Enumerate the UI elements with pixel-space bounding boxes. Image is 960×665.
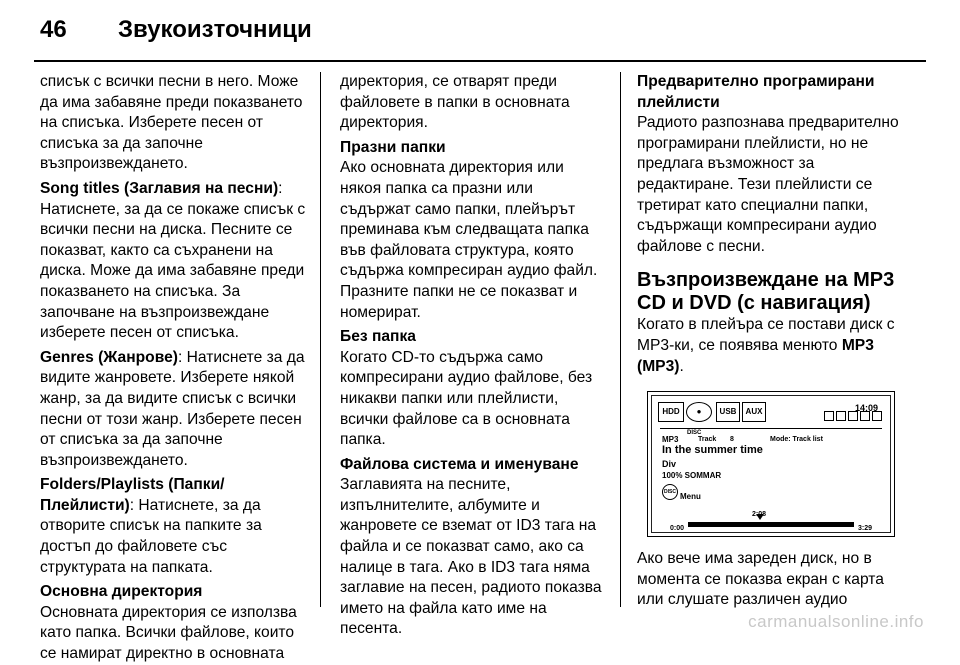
term-text: : Натиснете, за да се покаже списък с всички песни на диска. Песните се показват, както са съхранени на диска. Може да има забавяне преди показването на списъка. За започване на възпроизвеждане изберете песен от списъка.	[40, 179, 306, 342]
paragraph: Основната директория се използва като папка. Всички файлове, които се намират директно в основната	[40, 603, 297, 663]
term-label: Folders/Playlists (Папки/ Плейлисти)	[40, 476, 225, 514]
header-rule	[34, 60, 926, 62]
disc-label: DISC	[687, 430, 702, 437]
term-text: : Натиснете за да видите жанровете. Изберете някой жанр, за да видите списък с всички песни от този жанр. Изберете песен от списъка за да започне възпроизвеждането.	[40, 348, 305, 469]
clock: 14:09	[854, 403, 878, 414]
watermark: carmanualsonline.info	[748, 612, 924, 631]
mp3-screen	[647, 391, 895, 537]
status-icon	[872, 411, 882, 421]
page-number: 46	[40, 16, 67, 43]
section-heading: Основна директория	[40, 583, 203, 601]
paragraph: Радиото разпознава предварително програмирани плейлисти, но не предлага възможност за редактиране. Тези плейлисти се третират като специални папки, съдържащи компресирани аудио файлове с песни.	[637, 114, 899, 255]
mp3-screen-figure	[637, 391, 897, 541]
text-run: .	[679, 357, 684, 375]
term-label: Song titles (Заглавия на песни)	[40, 179, 279, 197]
artist: Div	[662, 459, 677, 470]
track-label: Track	[698, 436, 717, 444]
status-icons	[824, 411, 882, 421]
paragraph: списък с всички песни в него. Може да има забавяне преди показването на списъка. Изберете песен от списъка за да започне възпроизвеждането.	[40, 73, 303, 173]
column-1	[40, 72, 306, 665]
status-icon	[836, 411, 846, 421]
track-number: 8	[730, 436, 734, 444]
progress-bar	[688, 522, 854, 527]
menu-name: MP3 (MP3)	[637, 336, 874, 375]
page-header	[0, 0, 960, 62]
aux-button: AUX	[742, 402, 766, 422]
paragraph-folders	[40, 475, 306, 578]
paragraph-mp3-intro	[637, 315, 907, 377]
page-title: Звукоизточници	[118, 16, 312, 43]
time-end: 3:29	[857, 525, 872, 533]
paragraph-song-titles	[40, 179, 306, 344]
column-divider-1	[320, 72, 321, 607]
text-run: Когато в плейъра се постави диск с MP3-ки, се появява менюто	[637, 316, 895, 354]
paragraph: Когато CD-то съдържа само компресирани аудио файлове, без никакви папки или плейлисти, всички файлове са в основната папка.	[340, 348, 593, 449]
section-heading: Празни папки	[340, 138, 446, 156]
paragraph: директория, се отварят преди файловете в папки в основната директория.	[340, 73, 570, 132]
term-label: Genres (Жанрове)	[40, 348, 178, 366]
status-icon	[824, 411, 834, 421]
usb-button: USB	[716, 402, 740, 422]
section-heading: Файлова система и именуване	[340, 455, 579, 473]
term-text: : Натиснете, за да отворите списък на папките за достъп до файловете със структурата на папката.	[40, 496, 262, 576]
source-label: MP3	[662, 435, 679, 445]
album: 100% SOMMAR	[662, 471, 722, 481]
disc-menu-icon: DISC	[662, 484, 678, 500]
paragraph-genres	[40, 348, 306, 472]
menu-label: Menu	[680, 492, 701, 502]
status-icon	[860, 411, 870, 421]
paragraph: Ако основната директория или някоя папка са празни или съдържат само папки, плейърът преминава към следващата папка във файловата структура, която съдържа компресиран аудио файл. Празните папки не се показват и номерират.	[340, 159, 598, 321]
song-title: In the summer time	[662, 444, 763, 457]
column-divider-2	[620, 72, 621, 607]
mode-label: Mode: Track list	[770, 436, 823, 444]
time-current: 2:08	[752, 511, 767, 519]
progress-marker	[756, 514, 764, 520]
paragraph: Заглавията на песните, изпълнителите, албумите и жанровете се вземат от ID3 тага на файла и се показват само, ако са налице в тага. Ако в ID3 тага няма заглавие на песен, радиото показва името на файла като име на песента.	[340, 476, 602, 638]
hdd-button: HDD	[658, 402, 684, 422]
disc-icon: ●	[686, 402, 712, 422]
section-heading: Предварително програмирани плейлисти	[637, 73, 875, 111]
column-3	[637, 72, 907, 611]
status-icon	[848, 411, 858, 421]
column-2	[340, 72, 606, 640]
section-heading: Без папка	[340, 328, 416, 346]
paragraph: Ако вече има зареден диск, но в момента се показва екран с карта или слушате различен аудио	[637, 550, 884, 609]
chapter-heading: Възпроизвеждане на MP3 CD и DVD (с навигация)	[637, 269, 895, 315]
divider	[660, 428, 882, 429]
time-start: 0:00	[670, 525, 685, 533]
